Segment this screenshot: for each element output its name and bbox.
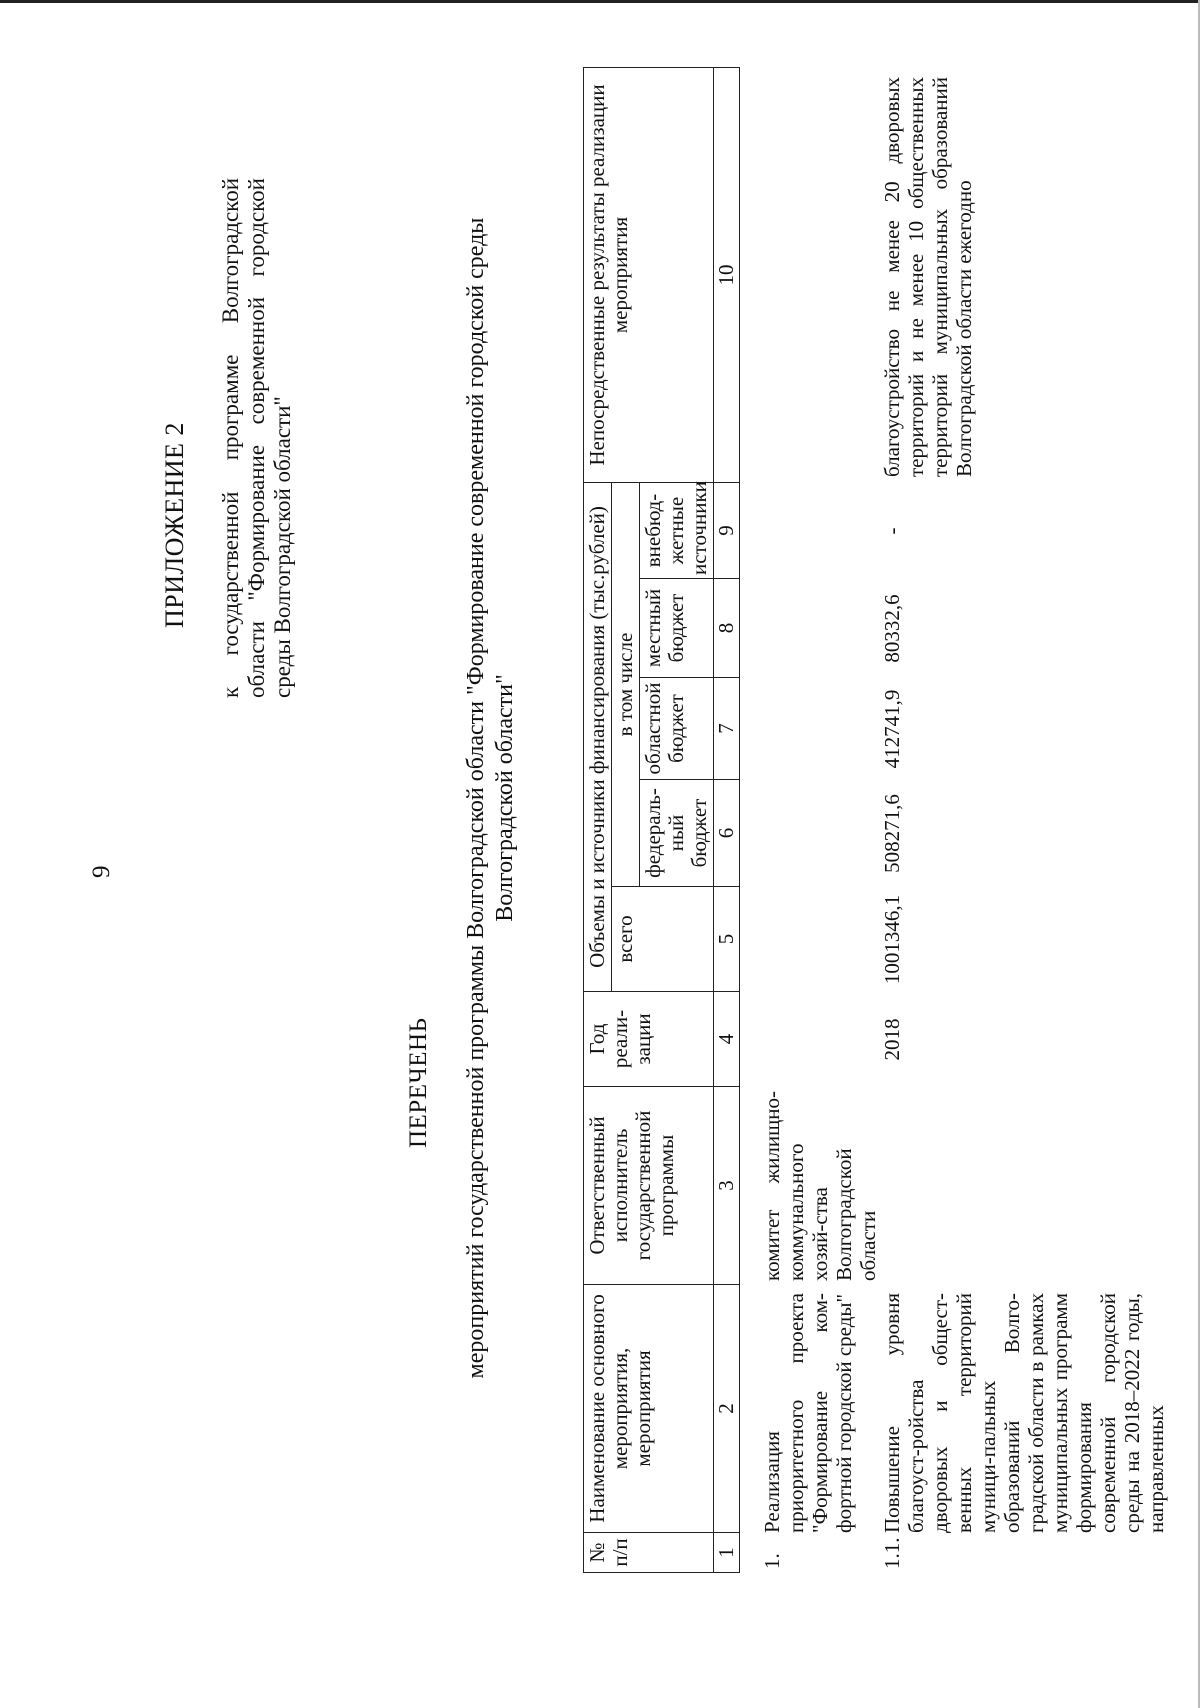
row-name: Повышение уровня благоуст-ройства дворовых и общест-венных территорий муници-пальных образований Волго-градской области в рамках муниципальных программ формирования современной городской среды на 2018–2022 годы, направленных: [880, 1293, 1168, 1533]
column-number: 2: [714, 1285, 740, 1533]
header-regional: областной бюджет: [640, 678, 714, 780]
column-number: 10: [714, 68, 740, 483]
column-number: 5: [714, 887, 740, 992]
page-number: 9: [88, 865, 115, 878]
header-local: местный бюджет: [640, 579, 714, 678]
row-executor: комитет жилищно-коммунального хозяй-ства Волгоградской области: [760, 1091, 880, 1281]
header-name: Наименование основного мероприятия, мероприятия: [584, 1285, 714, 1533]
row-total: 1001346,1: [880, 894, 904, 985]
table-row: [760, 68, 880, 1573]
column-number: 6: [714, 780, 740, 887]
row-extra: -: [880, 527, 904, 535]
document-title: ПЕРЕЧЕНЬ: [405, 1017, 432, 1148]
header-federal: федераль-ный бюджет: [640, 780, 714, 887]
header-year: Год реали-зации: [584, 992, 714, 1087]
column-number: 7: [714, 678, 740, 780]
table-row: [880, 68, 1168, 1573]
header-num: № п/п: [584, 1533, 714, 1573]
header-total: всего: [612, 887, 714, 992]
header-executor: Ответственный исполнитель государственной программы: [584, 1087, 714, 1285]
header-results: Непосредственные результаты реализации мероприятия: [584, 68, 714, 483]
row-results: благоустройство не менее 20 дворовых территорий и не менее 10 общественных территорий муниципальных образований Волгоградской области ежегодно: [880, 77, 976, 477]
row-regional: 412741,9: [880, 689, 904, 769]
document-subtitle: мероприятий государственной программы Волгоградской области "Формирование современной городской среды Волгоградской области": [463, 217, 518, 1379]
column-number: 9: [714, 483, 740, 579]
row-local: 80332,6: [880, 594, 904, 663]
column-number: 4: [714, 992, 740, 1087]
column-number: 3: [714, 1087, 740, 1285]
row-year: 2018: [880, 1018, 904, 1061]
row-num: 1.1.: [880, 1537, 904, 1569]
header-including: в том числе: [612, 483, 640, 887]
header-extra: внебюд-жетные источники: [640, 483, 714, 579]
column-number: 1: [714, 1533, 740, 1573]
measures-table: [583, 67, 740, 1573]
appendix-subtitle: к государственной программе Волгоградской области "Формирование современной городской среды Волгоградской области": [218, 178, 295, 698]
column-number: 8: [714, 579, 740, 678]
row-name: Реализация приоритетного проекта "Формирование ком-фортной городской среды": [760, 1293, 856, 1533]
row-federal: 508271,6: [880, 794, 904, 873]
header-financing: Объемы и источники финансирования (тыс.рублей): [584, 483, 612, 992]
row-num: 1.: [760, 1553, 784, 1569]
appendix-title: ПРИЛОЖЕНИЕ 2: [160, 422, 189, 628]
